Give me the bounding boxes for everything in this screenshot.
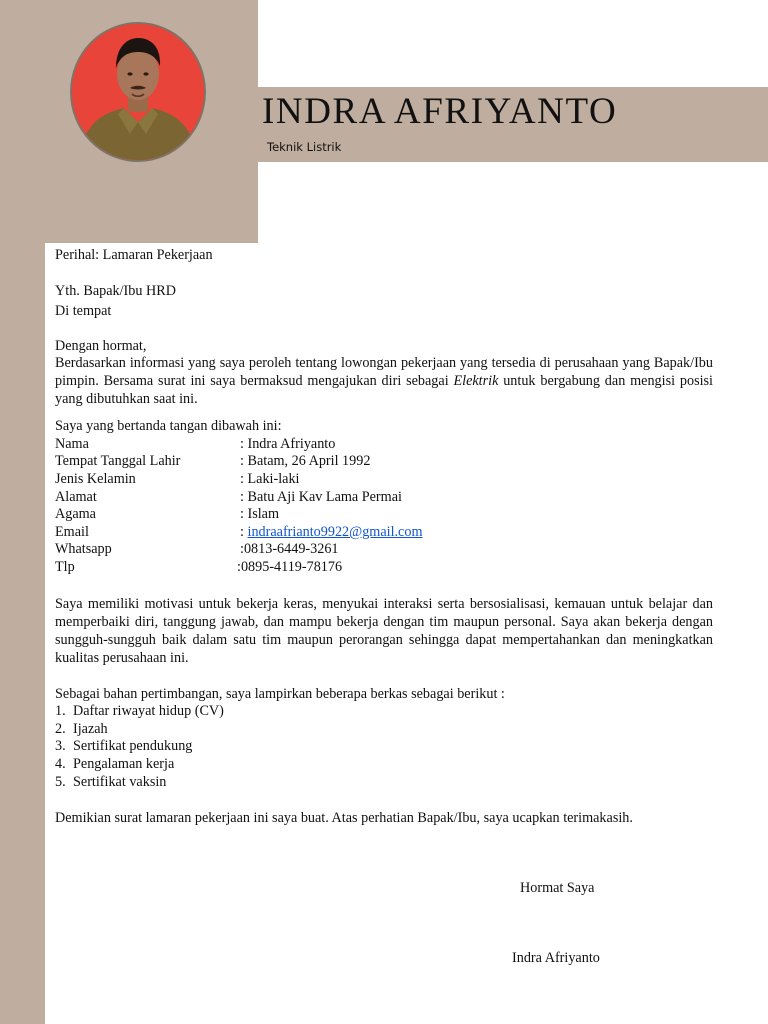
intro-text-part1: Berdasarkan informasi yang saya peroleh tentang lowongan pekerjaan yang tersedia di perusahaan yang Bapak/Ibu pimpin. Bersama surat ini saya bermaksud mengajukan diri sebagai bbox=[55, 355, 713, 389]
list-item-text: Sertifikat vaksin bbox=[73, 773, 167, 790]
list-item-text: Daftar riwayat hidup (CV) bbox=[73, 703, 224, 720]
detail-label: Jenis Kelamin bbox=[55, 470, 136, 487]
list-item-number: 1. bbox=[55, 703, 66, 720]
detail-row bbox=[55, 524, 423, 542]
detail-value bbox=[240, 524, 423, 542]
attachments-intro: Sebagai bahan pertimbangan, saya lampirkan beberapa berkas sebagai berikut : bbox=[55, 685, 505, 702]
signature-name: Indra Afriyanto bbox=[512, 950, 600, 966]
person-portrait-icon bbox=[72, 24, 204, 160]
detail-row bbox=[55, 453, 423, 471]
list-item-number: 4. bbox=[55, 756, 66, 773]
list-item bbox=[55, 703, 713, 721]
detail-value: : Batam, 26 April 1992 bbox=[240, 453, 371, 470]
detail-value: :0895-4119-78176 bbox=[237, 558, 343, 575]
applicant-name: INDRA AFRIYANTO bbox=[262, 91, 618, 132]
signed-below-intro: Saya yang bertanda tangan dibawah ini: bbox=[55, 418, 282, 435]
applicant-details-table bbox=[55, 436, 423, 577]
detail-row bbox=[55, 489, 423, 507]
detail-label: Alamat bbox=[55, 488, 97, 505]
profile-photo bbox=[72, 24, 204, 160]
detail-row bbox=[55, 506, 423, 524]
detail-label: Tlp bbox=[55, 558, 75, 575]
detail-label: Agama bbox=[55, 506, 96, 523]
attachments-list bbox=[55, 703, 713, 791]
detail-value: : Laki-laki bbox=[240, 470, 300, 487]
greeting: Dengan hormat, bbox=[55, 337, 147, 354]
detail-value: : Indra Afriyanto bbox=[240, 435, 336, 452]
sign-off: Hormat Saya bbox=[520, 880, 595, 896]
detail-value: :0813-6449-3261 bbox=[240, 541, 339, 558]
letter-subject: Perihal: Lamaran Pekerjaan bbox=[55, 247, 213, 263]
email-link[interactable]: indraafrianto9922@gmail.com bbox=[247, 523, 423, 540]
detail-label: Email bbox=[55, 523, 89, 540]
detail-row bbox=[55, 541, 423, 559]
intro-text-part2: untuk bergabung dan mengisi posisi yang dibutuhkan saat ini. bbox=[55, 372, 713, 407]
applicant-profession: Teknik Listrik bbox=[267, 140, 342, 154]
list-item bbox=[55, 721, 713, 739]
detail-row bbox=[55, 436, 423, 454]
detail-row bbox=[55, 471, 423, 489]
detail-value: : Islam bbox=[240, 506, 280, 523]
intro-position: Elektrik bbox=[453, 372, 499, 389]
email-prefix: : bbox=[240, 523, 248, 540]
list-item-number: 2. bbox=[55, 720, 66, 737]
letter-body bbox=[55, 247, 713, 828]
list-item bbox=[55, 774, 713, 792]
detail-label: Nama bbox=[55, 435, 89, 452]
list-item-number: 3. bbox=[55, 738, 66, 755]
detail-label: Whatsapp bbox=[55, 541, 112, 558]
list-item-text: Ijazah bbox=[73, 720, 108, 737]
closing-paragraph: Demikian surat lamaran pekerjaan ini saya buat. Atas perhatian Bapak/Ibu, saya ucapkan terimakasih. bbox=[55, 810, 633, 827]
recipient-place: Di tempat bbox=[55, 303, 112, 320]
detail-label: Tempat Tanggal Lahir bbox=[55, 453, 181, 470]
detail-value: : Batu Aji Kav Lama Permai bbox=[240, 488, 402, 505]
detail-row bbox=[55, 559, 423, 577]
list-item-number: 5. bbox=[55, 773, 66, 790]
intro-paragraph bbox=[55, 355, 713, 408]
motivation-paragraph: Saya memiliki motivasi untuk bekerja keras, menyukai interaksi serta bersosialisasi, kemauan untuk belajar dan memperbaiki diri, tanggung jawab, dan mampu bekerja dengan tim maupun personal. Saya akan bekerja dengan sungguh-sungguh baik dalam satu tim maupun perorangan sehingga dapat mempertahankan dan meningkatkan kualitas perusahaan ini. bbox=[55, 595, 713, 667]
list-item-text: Pengalaman kerja bbox=[73, 756, 175, 773]
recipient-line: Yth. Bapak/Ibu HRD bbox=[55, 282, 176, 299]
list-item bbox=[55, 738, 713, 756]
list-item-text: Sertifikat pendukung bbox=[73, 738, 193, 755]
list-item bbox=[55, 756, 713, 774]
